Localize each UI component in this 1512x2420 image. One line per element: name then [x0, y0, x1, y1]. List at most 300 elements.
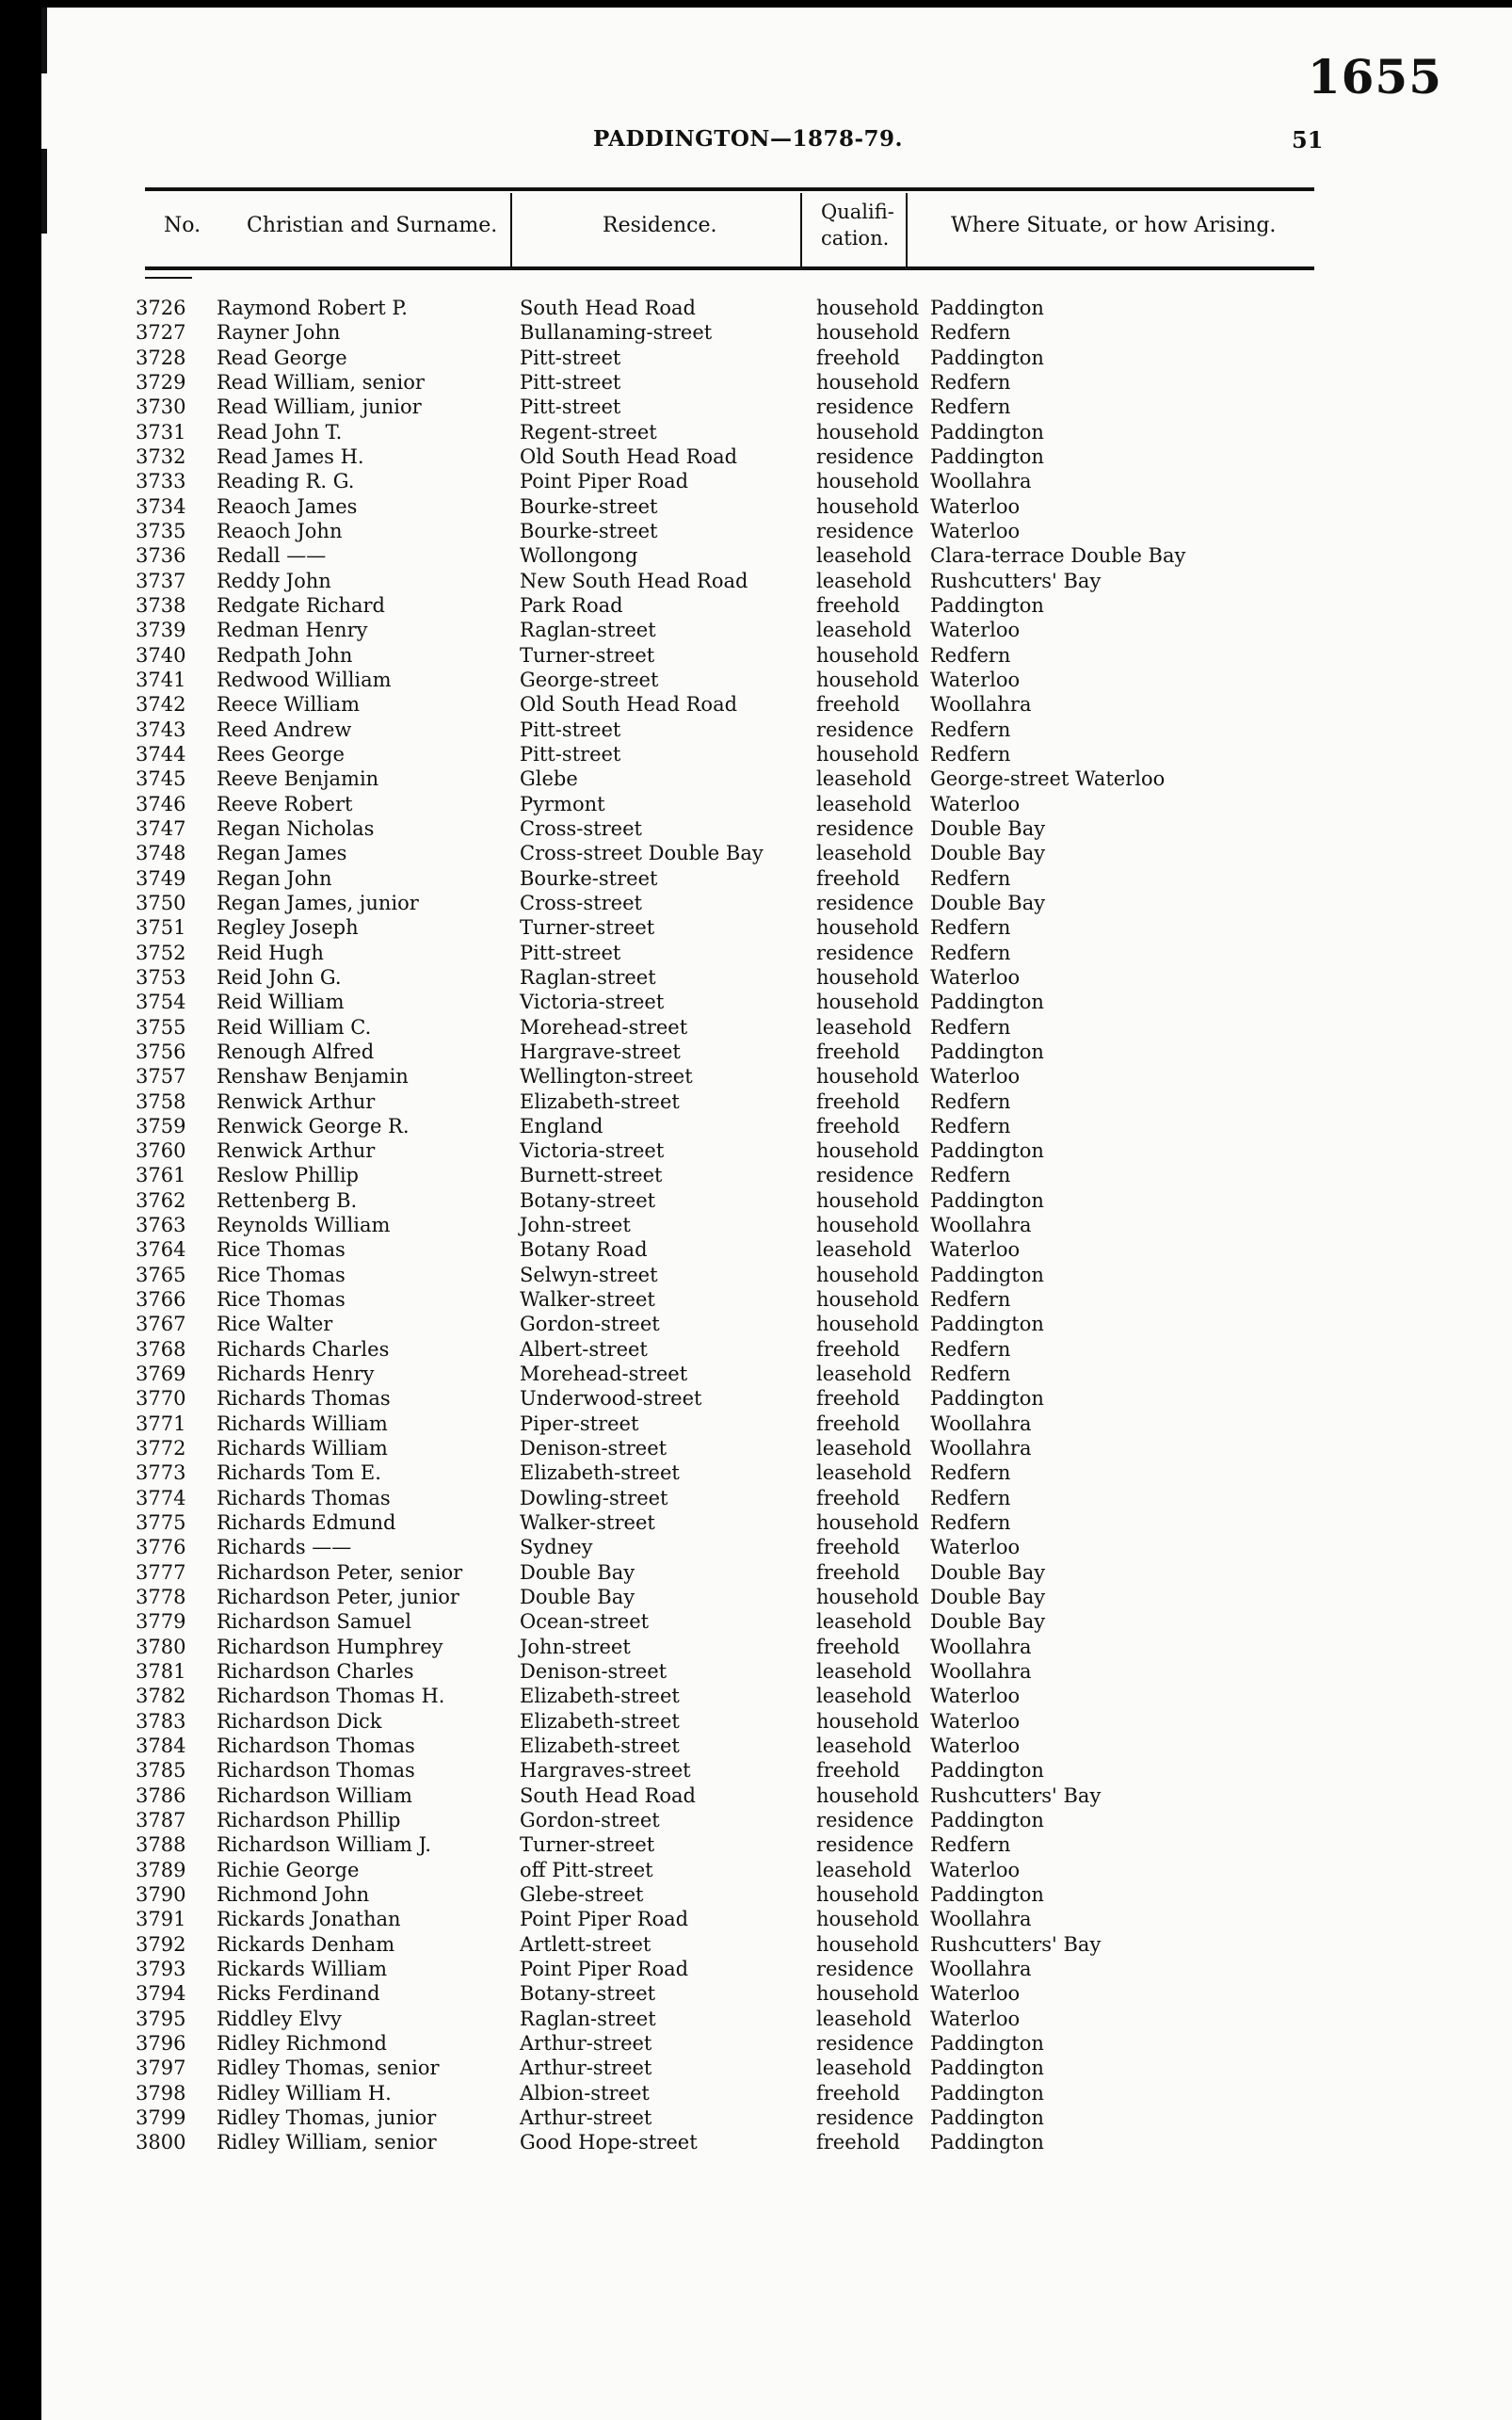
entry-qualification: household — [816, 1586, 920, 1609]
entry-where: Redfern — [930, 1363, 1011, 1386]
entry-residence: Denison-street — [520, 1660, 668, 1684]
entry-number: 3764 — [136, 1238, 186, 1262]
entry-qualification: freehold — [816, 2081, 900, 2105]
table-row — [41, 569, 1512, 593]
entry-number: 3778 — [136, 1586, 186, 1609]
table-row — [41, 1040, 1512, 1064]
entry-residence: Elizabeth-street — [520, 1089, 680, 1113]
entry-residence: George-street — [520, 668, 659, 691]
entry-where: Double Bay — [930, 842, 1046, 865]
entry-number: 3751 — [136, 916, 186, 940]
entry-number: 3774 — [136, 1486, 186, 1509]
entry-qualification: residence — [816, 1833, 914, 1857]
table-row — [41, 1163, 1512, 1187]
entry-qualification: freehold — [816, 693, 900, 717]
entry-where: Waterloo — [930, 1982, 1021, 2006]
entry-where: Paddington — [930, 1387, 1044, 1411]
entry-qualification: residence — [816, 816, 914, 840]
entry-name: Ridley Thomas, junior — [217, 2105, 437, 2129]
entry-qualification: residence — [816, 891, 914, 914]
entry-number: 3783 — [136, 1709, 186, 1733]
entry-name: Regan James, junior — [217, 891, 419, 914]
entry-name: Rice Thomas — [217, 1288, 346, 1312]
entry-name: Richardson Humphrey — [217, 1635, 443, 1658]
entry-qualification: residence — [816, 2031, 914, 2055]
entry-qualification: leasehold — [816, 1734, 912, 1758]
entry-where: Woollahra — [930, 470, 1032, 493]
entry-name: Richards Charles — [217, 1337, 390, 1361]
entry-name: Reid Hugh — [217, 941, 324, 964]
entry-name: Richardson Charles — [217, 1660, 414, 1684]
entry-name: Richards William — [217, 1437, 388, 1460]
entry-number: 3731 — [136, 420, 186, 444]
entry-number: 3745 — [136, 767, 186, 791]
entry-name: Reeve Benjamin — [217, 767, 379, 791]
entry-residence: South Head Road — [520, 297, 696, 319]
entry-qualification: household — [816, 1932, 920, 1956]
entry-name: Richards Tom E. — [217, 1461, 381, 1485]
entry-qualification: leasehold — [816, 2007, 912, 2030]
table-row — [41, 2056, 1512, 2080]
table-row — [41, 346, 1512, 370]
entry-qualification: household — [816, 1313, 920, 1336]
entry-name: Reaoch John — [217, 519, 343, 542]
entry-name: Richmond John — [217, 1883, 370, 1906]
stamped-page-number: 1655 — [1307, 49, 1442, 105]
entry-name: Reid William — [217, 991, 345, 1014]
entry-number: 3762 — [136, 1188, 186, 1212]
entry-number: 3739 — [136, 619, 186, 642]
entry-name: Redgate Richard — [217, 593, 386, 617]
table-row — [41, 420, 1512, 444]
table-row — [41, 965, 1512, 990]
entry-where: Waterloo — [930, 1685, 1021, 1708]
entry-name: Richards —— — [217, 1536, 352, 1559]
entry-where: Waterloo — [930, 1858, 1021, 1881]
entry-name: Ridley William, senior — [217, 2131, 437, 2154]
entry-number: 3755 — [136, 1015, 186, 1039]
entry-number: 3776 — [136, 1536, 186, 1559]
entry-qualification: household — [816, 965, 920, 989]
entry-residence: Morehead-street — [520, 1363, 688, 1386]
entry-residence: Point Piper Road — [520, 1957, 689, 1980]
entry-name: Richardson Dick — [217, 1709, 382, 1733]
entry-qualification: freehold — [816, 1089, 900, 1113]
entry-name: Ricks Ferdinand — [217, 1982, 380, 2006]
entry-residence: Artlett-street — [520, 1932, 651, 1956]
table-row — [41, 1832, 1512, 1857]
entry-qualification: household — [816, 668, 920, 691]
table-row — [41, 1237, 1512, 1262]
entry-residence: Pitt-street — [520, 370, 621, 394]
entry-name: Rayner John — [217, 321, 341, 345]
entry-residence: Cross-street Double Bay — [520, 842, 764, 865]
entry-name: Read William, junior — [217, 395, 422, 419]
table-row — [41, 1213, 1512, 1237]
entry-residence: Wollongong — [520, 544, 638, 568]
entry-number: 3727 — [136, 321, 186, 345]
entry-residence: Elizabeth-street — [520, 1709, 680, 1733]
table-row — [41, 1635, 1512, 1659]
entry-name: Richie George — [217, 1858, 360, 1881]
entry-number: 3753 — [136, 965, 186, 989]
entry-name: Richardson Peter, senior — [217, 1560, 463, 1584]
entry-name: Rice Thomas — [217, 1238, 346, 1262]
entry-where: Redfern — [930, 742, 1011, 766]
entry-qualification: freehold — [816, 1759, 900, 1783]
entry-residence: Point Piper Road — [520, 470, 689, 493]
table-row — [41, 519, 1512, 543]
table-row — [41, 1188, 1512, 1213]
entry-where: Paddington — [930, 420, 1044, 444]
entry-qualification: leasehold — [816, 569, 912, 592]
entry-name: Rice Walter — [217, 1313, 333, 1336]
entry-residence: Good Hope-street — [520, 2131, 698, 2154]
table-row — [41, 1138, 1512, 1163]
entry-residence: Turner-street — [520, 643, 655, 667]
table-row — [41, 1560, 1512, 1585]
entry-residence: Victoria-street — [520, 1139, 665, 1163]
entry-number: 3791 — [136, 1908, 186, 1931]
table-row — [41, 1486, 1512, 1510]
entry-name: Renshaw Benjamin — [217, 1065, 409, 1089]
entry-where: Waterloo — [930, 668, 1021, 691]
entry-name: Richardson Samuel — [217, 1610, 411, 1634]
table-row — [41, 395, 1512, 419]
entry-residence: Sydney — [520, 1536, 593, 1559]
table-row — [41, 1709, 1512, 1734]
entry-name: Regan James — [217, 842, 347, 865]
entry-number: 3792 — [136, 1932, 186, 1956]
entry-qualification: leasehold — [816, 544, 912, 568]
table-row — [41, 444, 1512, 469]
entry-where: Paddington — [930, 1188, 1044, 1212]
table-row — [41, 1882, 1512, 1907]
entry-residence: Morehead-street — [520, 1015, 688, 1039]
entry-qualification: household — [816, 1709, 920, 1733]
entry-where: Redfern — [930, 1486, 1011, 1509]
entry-where: Redfern — [930, 395, 1011, 419]
entry-number: 3766 — [136, 1288, 186, 1312]
entry-number: 3772 — [136, 1437, 186, 1460]
entry-where: Rushcutters' Bay — [930, 1932, 1102, 1956]
entry-number: 3738 — [136, 593, 186, 617]
entry-where: Paddington — [930, 2105, 1044, 2129]
entry-residence: Dowling-street — [520, 1486, 668, 1509]
entry-where: Waterloo — [930, 1065, 1021, 1089]
entry-qualification: household — [816, 1139, 920, 1163]
entry-where: Redfern — [930, 916, 1011, 940]
entry-where: Redfern — [930, 1288, 1011, 1312]
table-row — [41, 1858, 1512, 1882]
entry-number: 3799 — [136, 2105, 186, 2129]
entry-name: Renwick Arthur — [217, 1139, 376, 1163]
entry-name: Richards William — [217, 1412, 388, 1435]
column-header-where: Where Situate, or how Arising. — [951, 214, 1277, 237]
entry-where: Double Bay — [930, 891, 1046, 914]
table-row — [41, 1734, 1512, 1758]
entry-number: 3754 — [136, 991, 186, 1014]
entry-where: Redfern — [930, 643, 1011, 667]
entry-number: 3767 — [136, 1313, 186, 1336]
entry-name: Rickards Denham — [217, 1932, 395, 1956]
entry-qualification: residence — [816, 1809, 914, 1832]
entry-name: Ridley William H. — [217, 2081, 392, 2105]
entry-residence: Raglan-street — [520, 2007, 656, 2030]
table-row — [41, 2081, 1512, 2105]
entry-residence: Underwood-street — [520, 1387, 702, 1411]
entry-qualification: freehold — [816, 593, 900, 617]
entry-number: 3752 — [136, 941, 186, 964]
table-row — [41, 320, 1512, 345]
entry-residence: Gordon-street — [520, 1809, 660, 1832]
table-row — [41, 1386, 1512, 1411]
entry-qualification: leasehold — [816, 1437, 912, 1460]
entry-name: Richardson Thomas H. — [217, 1685, 445, 1708]
entry-residence: Pitt-street — [520, 742, 621, 766]
entry-name: Richardson Phillip — [217, 1809, 401, 1832]
entry-residence: Bourke-street — [520, 866, 658, 890]
entry-qualification: household — [816, 916, 920, 940]
entry-qualification: household — [816, 1188, 920, 1212]
entry-qualification: household — [816, 1263, 920, 1286]
entry-number: 3777 — [136, 1560, 186, 1584]
table-row — [41, 2105, 1512, 2130]
entry-residence: John-street — [520, 1214, 631, 1237]
entry-where: Woollahra — [930, 1437, 1032, 1460]
entry-name: Rettenberg B. — [217, 1188, 358, 1212]
entry-number: 3761 — [136, 1164, 186, 1187]
entry-number: 3744 — [136, 742, 186, 766]
entry-residence: Botany-street — [520, 1982, 656, 2006]
entry-residence: Burnett-street — [520, 1164, 663, 1187]
entry-qualification: residence — [816, 1957, 914, 1980]
entry-number: 3782 — [136, 1685, 186, 1708]
entry-number: 3773 — [136, 1461, 186, 1485]
entry-name: Richards Thomas — [217, 1486, 391, 1509]
entry-number: 3781 — [136, 1660, 186, 1684]
entry-where: Redfern — [930, 370, 1011, 394]
entry-where: Clara-terrace Double Bay — [930, 544, 1186, 568]
entry-where: Redfern — [930, 718, 1011, 741]
entry-where: Paddington — [930, 2057, 1044, 2080]
entry-residence: Old South Head Road — [520, 693, 738, 717]
entry-where: Redfern — [930, 1015, 1011, 1039]
entry-where: George-street Waterloo — [930, 767, 1166, 791]
entry-number: 3726 — [136, 297, 186, 319]
entry-where: Rushcutters' Bay — [930, 1783, 1102, 1807]
entry-where: Paddington — [930, 1759, 1044, 1783]
entry-name: Redpath John — [217, 643, 353, 667]
entry-qualification: freehold — [816, 1337, 900, 1361]
entry-residence: Arthur-street — [520, 2031, 652, 2055]
entry-number: 3770 — [136, 1387, 186, 1411]
entry-qualification: leasehold — [816, 842, 912, 865]
table-row — [41, 891, 1512, 915]
entry-qualification: household — [816, 1982, 920, 2006]
entry-number: 3786 — [136, 1783, 186, 1807]
entry-number: 3775 — [136, 1511, 186, 1535]
entry-number: 3789 — [136, 1858, 186, 1881]
entry-residence: Old South Head Road — [520, 444, 738, 468]
entry-residence: Denison-street — [520, 1437, 668, 1460]
table-row — [41, 1932, 1512, 1957]
entry-name: Reeve Robert — [217, 792, 353, 815]
entry-name: Renwick George R. — [217, 1114, 410, 1137]
entry-residence: Hargraves-street — [520, 1759, 691, 1783]
entry-where: Double Bay — [930, 1610, 1046, 1634]
entry-number: 3743 — [136, 718, 186, 741]
entry-residence: Bullanaming-street — [520, 321, 713, 345]
entry-residence: Turner-street — [520, 1833, 655, 1857]
entry-name: Rickards William — [217, 1957, 387, 1980]
table-row — [41, 1957, 1512, 1981]
entry-number: 3780 — [136, 1635, 186, 1658]
entry-name: Richardson Peter, junior — [217, 1586, 459, 1609]
entry-residence: Pyrmont — [520, 792, 605, 815]
entry-name: Richards Edmund — [217, 1511, 396, 1535]
entry-qualification: freehold — [816, 1412, 900, 1435]
table-row — [41, 766, 1512, 791]
entry-qualification: household — [816, 1065, 920, 1089]
entry-residence: Selwyn-street — [520, 1263, 658, 1286]
entry-residence: Pitt-street — [520, 346, 621, 369]
entry-qualification: household — [816, 1908, 920, 1931]
entry-residence: Hargrave-street — [520, 1040, 681, 1063]
entry-name: Read James H. — [217, 444, 364, 468]
column-divider — [906, 193, 908, 266]
page-edge-mark — [41, 8, 47, 73]
entry-number: 3734 — [136, 494, 186, 518]
entry-qualification: household — [816, 1214, 920, 1237]
entry-residence: Turner-street — [520, 916, 655, 940]
table-row — [41, 866, 1512, 891]
entry-number: 3759 — [136, 1114, 186, 1137]
entry-qualification: freehold — [816, 1635, 900, 1658]
entry-residence: Elizabeth-street — [520, 1461, 680, 1485]
entry-where: Paddington — [930, 991, 1044, 1014]
table-row — [41, 915, 1512, 940]
entry-qualification: freehold — [816, 2131, 900, 2154]
entry-residence: Arthur-street — [520, 2105, 652, 2129]
entry-qualification: leasehold — [816, 619, 912, 642]
entry-number: 3750 — [136, 891, 186, 914]
entry-where: Paddington — [930, 1263, 1044, 1286]
entry-where: Redfern — [930, 1114, 1011, 1137]
entry-name: Reading R. G. — [217, 470, 355, 493]
entry-qualification: residence — [816, 718, 914, 741]
entry-residence: Gordon-street — [520, 1313, 660, 1336]
entry-residence: Bourke-street — [520, 519, 658, 542]
entry-qualification: residence — [816, 395, 914, 419]
column-header-name: Christian and Surname. — [247, 214, 498, 237]
table-row — [41, 692, 1512, 717]
entry-name: Richardson Thomas — [217, 1759, 415, 1783]
entry-qualification: leasehold — [816, 1363, 912, 1386]
entry-where: Redfern — [930, 866, 1011, 890]
entry-qualification: household — [816, 1288, 920, 1312]
entry-residence: Elizabeth-street — [520, 1734, 680, 1758]
entry-where: Paddington — [930, 1313, 1044, 1336]
entry-where: Paddington — [930, 593, 1044, 617]
entry-number: 3794 — [136, 1982, 186, 2006]
entry-residence: Cross-street — [520, 891, 642, 914]
entry-name: Reed Andrew — [217, 718, 352, 741]
entry-qualification: freehold — [816, 1560, 900, 1584]
entry-name: Richardson William — [217, 1783, 412, 1807]
entry-residence: Botany-street — [520, 1188, 656, 1212]
entry-name: Regan Nicholas — [217, 816, 375, 840]
entry-number: 3763 — [136, 1214, 186, 1237]
entry-number: 3741 — [136, 668, 186, 691]
entry-qualification: household — [816, 991, 920, 1014]
entry-number: 3769 — [136, 1363, 186, 1386]
entry-residence: Raglan-street — [520, 965, 656, 989]
entry-where: Paddington — [930, 1883, 1044, 1906]
entry-where: Waterloo — [930, 1709, 1021, 1733]
entry-where: Redfern — [930, 1833, 1011, 1857]
entry-where: Waterloo — [930, 1536, 1021, 1559]
column-divider — [800, 193, 802, 266]
entry-qualification: household — [816, 1783, 920, 1807]
entry-residence: Albert-street — [520, 1337, 648, 1361]
entry-number: 3793 — [136, 1957, 186, 1980]
entry-name: Richards Henry — [217, 1363, 375, 1386]
entry-residence: Wellington-street — [520, 1065, 693, 1089]
table-row — [41, 370, 1512, 395]
register-entries — [41, 296, 1512, 2155]
entry-name: Reece William — [217, 693, 361, 717]
entry-where: Paddington — [930, 2081, 1044, 2105]
entry-name: Riddley Elvy — [217, 2007, 342, 2030]
entry-where: Redfern — [930, 1511, 1011, 1535]
header-dash — [145, 277, 192, 279]
table-row — [41, 941, 1512, 965]
table-row — [41, 1412, 1512, 1436]
entry-qualification: leasehold — [816, 1238, 912, 1262]
entry-qualification: leasehold — [816, 767, 912, 791]
entry-residence: Pitt-street — [520, 395, 621, 419]
entry-qualification: household — [816, 297, 920, 319]
entry-where: Woollahra — [930, 1635, 1032, 1658]
entry-number: 3795 — [136, 2007, 186, 2030]
entry-residence: Park Road — [520, 593, 623, 617]
entry-number: 3749 — [136, 866, 186, 890]
column-divider — [510, 193, 512, 266]
entry-number: 3740 — [136, 643, 186, 667]
table-row — [41, 1263, 1512, 1287]
column-header-qualification-2: cation. — [821, 227, 890, 250]
entry-where: Woollahra — [930, 1908, 1032, 1931]
entry-name: Ridley Richmond — [217, 2031, 387, 2055]
entry-number: 3758 — [136, 1089, 186, 1113]
entry-residence: Arthur-street — [520, 2057, 652, 2080]
entry-number: 3788 — [136, 1833, 186, 1857]
entry-qualification: leasehold — [816, 1685, 912, 1708]
table-row — [41, 1609, 1512, 1634]
entry-number: 3797 — [136, 2057, 186, 2080]
entry-residence: Raglan-street — [520, 619, 656, 642]
table-row — [41, 1337, 1512, 1362]
entry-qualification: household — [816, 494, 920, 518]
entry-residence: Glebe-street — [520, 1883, 644, 1906]
entry-where: Paddington — [930, 444, 1044, 468]
entry-number: 3742 — [136, 693, 186, 717]
entry-number: 3779 — [136, 1610, 186, 1634]
table-row — [41, 494, 1512, 519]
entry-residence: Walker-street — [520, 1288, 655, 1312]
entry-qualification: household — [816, 321, 920, 345]
